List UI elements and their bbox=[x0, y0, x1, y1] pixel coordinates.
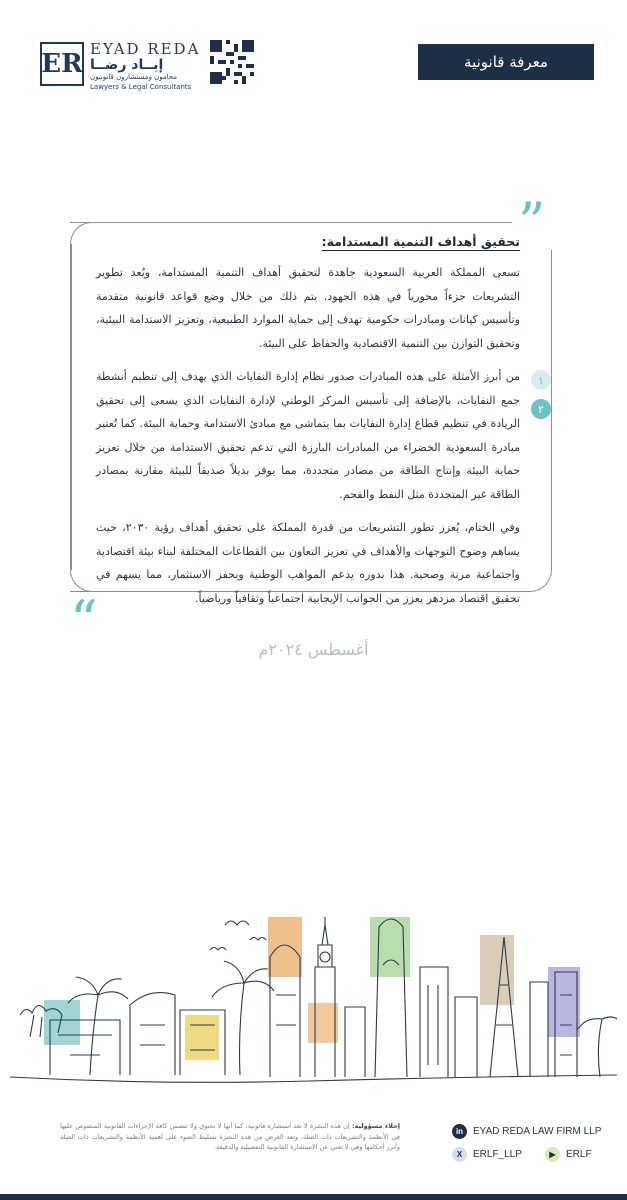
legal-knowledge-badge: معرفة قانونية bbox=[418, 44, 594, 80]
youtube-link[interactable] bbox=[545, 1146, 592, 1162]
disclaimer bbox=[60, 1121, 400, 1153]
page-indicator-2[interactable]: ٢ bbox=[531, 399, 551, 419]
qr-code-icon[interactable] bbox=[210, 40, 254, 84]
linkedin-link[interactable] bbox=[452, 1123, 601, 1139]
publication-date: أغسطس ٢٠٢٤م bbox=[258, 640, 369, 659]
logo-name-ar: إيــاد رضــا bbox=[90, 57, 164, 73]
logo-subtitle-en: Lawyers & Legal Consultants bbox=[90, 83, 192, 91]
article-paragraph-2: من أبرز الأمثلة على هذه المبادرات صدور نظام إدارة النفايات الذي يهدف إلى تنظيم أنشطة جمع النفايات، بالإضافة إلى تأسيس المركز الوطني لإدارة النفايات الذي يسعى إلى تحقيق الريادة في تنظيم قطاع إدارة النفايات بما يتماشى مع مبادئ الاستدامة وحماية البيئة. كما تُعتبر مبادرة السعودية الخضراء من المبادرات البارزة التي تدعم تحقيق الاستدامة من خلال تعزيز حماية البيئة وإنتاج الطاقة من مصادر متجددة، مما يوفر بديلاً صديقاً للبيئة مقارنة بمصادر الطاقة غير المتجددة مثل النفط والفحم. bbox=[96, 370, 520, 501]
closing-quote-icon: “ bbox=[66, 594, 102, 648]
youtube-label: ERLF bbox=[566, 1148, 592, 1160]
logo-name-en: EYAD REDA bbox=[90, 40, 201, 58]
x-label: ERLF_LLP bbox=[473, 1148, 522, 1160]
linkedin-icon: in bbox=[452, 1124, 467, 1139]
disclaimer-text: إن هذه النشرة لا تعد استشارة قانونية، كما أنها لا تحتوي ولا تتضمن كافة الإجراءات القانونية المنصوص عليها في الأنظمة والتشريعات ذات الصلة، وتعد الغرض من هذه النشرة تسليط الضوء على أهمية الأنظمة والتشريعات ذات الصلة وأبرز أحكامها وهي لا تغني عن الاستشارة القانونية التفصيلية والدقيقة. bbox=[60, 1122, 400, 1151]
page-indicator-1[interactable]: ١ bbox=[531, 370, 551, 390]
logo-subtitle-ar: محامون ومستشارون قانونيون bbox=[90, 73, 177, 81]
frame-side bbox=[70, 244, 72, 570]
disclaimer-label: إخلاء مسؤولية: bbox=[352, 1122, 401, 1130]
riyadh-skyline-illustration bbox=[10, 905, 617, 1095]
x-icon: X bbox=[452, 1147, 467, 1162]
article-body bbox=[96, 234, 520, 620]
article-paragraph-3: وفي الختام، يُعزز تطور التشريعات من قدرة المملكة على تحقيق أهداف رؤية ٢٠٣٠، حيث يساهم وضوح التوجهات والأهداف في تعزيز التعاون بين القطاعات المختلفة لبناء بيئة اقتصادية واجتماعية مرنة وصحية. هذا بدوره يدعم المواهب الوطنية ويحفز الاستثمار، مما يسهم في تحقيق اقتصاد مزدهر يعزز من الجوانب الإيجابية اجتماعياً وثقافياً ورياضياً. bbox=[96, 521, 520, 605]
article-paragraph-1: تسعى المملكة العربية السعودية جاهدة لتحقيق أهداف التنمية المستدامة، ويُعد تطوير التشريعات جزءاً محورياً في هذه الجهود. يتم ذلك من خلال وضع قواعد قانونية متقدمة وتأسيس كيانات ومبادرات حكومية تهدف إلى حماية الموارد الطبيعية، وتعزيز الاستدامة البيئية، وتحقيق التوازن بين التنمية الاقتصادية والحفاظ على البيئة. bbox=[96, 266, 520, 350]
article-heading: تحقيق أهداف التنمية المستدامة: bbox=[321, 234, 520, 249]
x-link[interactable] bbox=[452, 1146, 522, 1162]
logo-monogram: ER bbox=[40, 42, 84, 86]
opening-quote-icon: ” bbox=[512, 196, 552, 250]
linkedin-label: EYAD REDA LAW FIRM LLP bbox=[473, 1125, 602, 1137]
bottom-bar bbox=[0, 1194, 627, 1200]
play-icon: ▶ bbox=[545, 1147, 560, 1162]
